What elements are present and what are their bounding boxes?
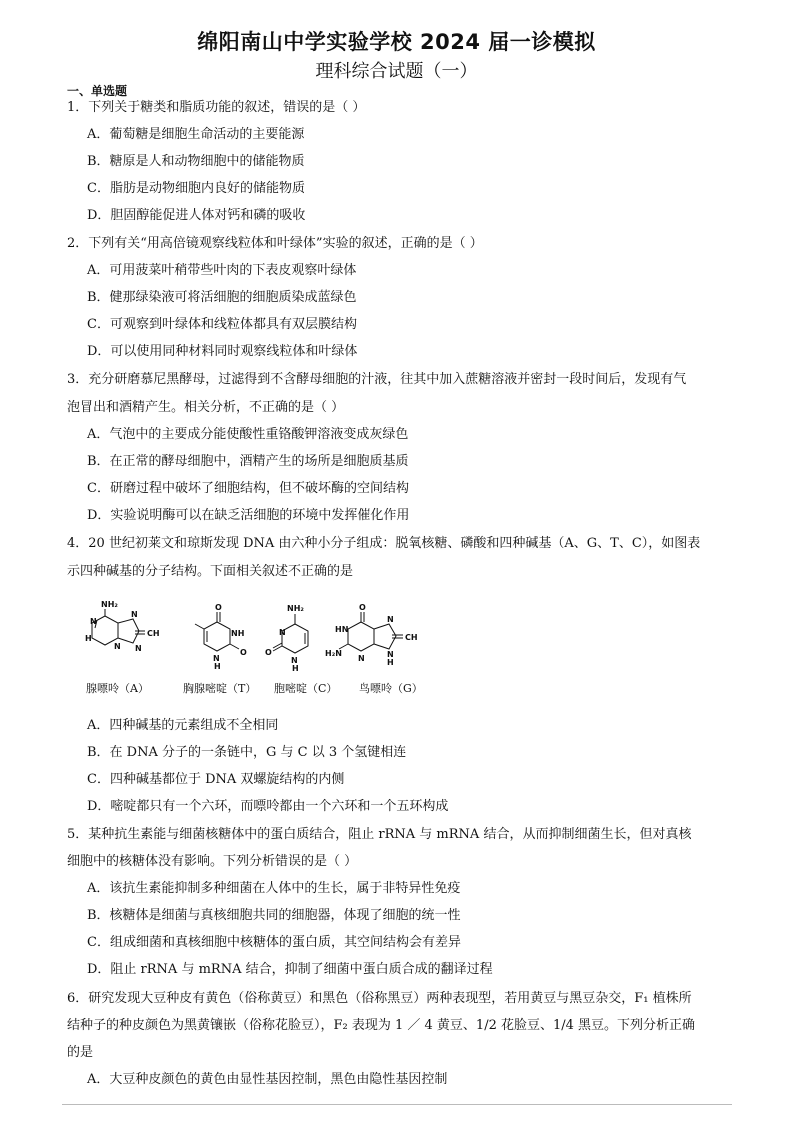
figure-caption-thymine: 胸腺嘧啶（T） [183,682,257,695]
adenine-n3-label: N [131,610,138,619]
question-5-option-c: C．组成细菌和真核细胞中核糖体的蛋白质，其空间结构会有差异 [87,935,461,950]
guanine-n3-label: N [387,650,394,659]
question-4-option-d: D．嘧啶都只有一个六环，而嘌呤都由一个六环和一个五环构成 [87,799,449,814]
figure-caption-guanine: 鸟嘌呤（G） [359,682,423,695]
guanine-n2-label: N [387,615,394,624]
question-1-option-c: C．脂肪是动物细胞内良好的储能物质 [87,181,305,196]
question-6-stem-line-2: 结种子的种皮颜色为黑黄镶嵌（俗称花脸豆），F₂ 表现为 1 ／ 4 黄豆、1/2 花脸豆、1/4 黑豆。下列分析正确 [67,1018,696,1033]
thymine-h-label: H [214,662,221,671]
question-2-stem: 2．下列有关“用高倍镜观察线粒体和叶绿体”实验的叙述，正确的是（ ） [67,236,483,251]
question-2-option-a: A．可用菠菜叶稍带些叶肉的下表皮观察叶绿体 [87,263,357,278]
question-1-option-a: A．葡萄糖是细胞生命活动的主要能源 [87,127,305,142]
thymine-ring [204,622,230,651]
question-3-stem-line-1: 3．充分研磨慕尼黑酵母，过滤得到不含酵母细胞的汁液，往其中加入蔗糖溶液并密封一段时间后，发现有气 [67,372,687,387]
question-3-stem-line-2: 泡冒出和酒精产生。相关分析，不正确的是（ ） [67,400,345,415]
thymine-o2-label: O [240,648,247,657]
question-5-stem-line-1: 5．某种抗生素能与细菌核糖体中的蛋白质结合，阻止 rRNA 与 mRNA 结合，从而抑制细菌生长，但对真核 [67,827,692,842]
question-4-option-b: B．在 DNA 分子的一条链中，G 与 C 以 3 个氢键相连 [87,745,407,760]
question-3-option-d: D．实验说明酶可以在缺乏活细胞的环境中发挥催化作用 [87,508,410,523]
page-bottom-divider [62,1104,732,1105]
cytosine-n2-label: N [291,656,298,665]
adenine-n4-label: N [135,644,142,653]
question-4-option-a: A．四种碱基的元素组成不全相同 [87,718,279,733]
guanine-six-ring [348,622,374,651]
exam-title: 绵阳南山中学实验学校 2024 届一诊模拟 [197,30,596,54]
question-5-option-d: D．阻止 rRNA 与 mRNA 结合，抑制了细菌中蛋白质合成的翻译过程 [87,962,493,977]
question-2-option-c: C．可观察到叶绿体和线粒体都具有双层膜结构 [87,317,357,332]
guanine-hn-label: HN [335,625,349,634]
guanine-ch-label: CH [405,633,418,642]
cytosine-o-label: O [265,648,272,657]
guanine-h2n-label: H₂N [325,649,342,658]
question-5-stem-line-2: 细胞中的核糖体没有影响。下列分析错误的是（ ） [67,854,358,869]
thymine-n-label: N [213,654,220,663]
question-6-stem-line-1: 6．研究发现大豆种皮有黄色（俗称黄豆）和黑色（俗称黑豆）两种表现型，若用黄豆与黑豆杂交，F₁ 植株所 [67,991,692,1006]
question-3-option-b: B．在正常的酵母细胞中，酒精产生的场所是细胞质基质 [87,454,409,469]
adenine-ch-label: CH [147,629,160,638]
section-heading: 一、单选题 [67,84,128,98]
guanine-n-label: N [358,654,365,663]
cytosine-ring [282,624,308,653]
question-4-option-c: C．四种碱基都位于 DNA 双螺旋结构的内侧 [87,772,345,787]
exam-subtitle: 理科综合试题（一） [315,61,478,82]
cytosine-nh2-label: NH₂ [287,604,304,613]
cytosine-h-label: H [292,664,299,673]
question-2-option-b: B．健那绿染液可将活细胞的细胞质染成蓝绿色 [87,290,357,305]
adenine-n2-label: N [114,642,121,651]
question-5-option-a: A．该抗生素能抑制多种细菌在人体中的生长，属于非特异性免疫 [87,881,461,896]
question-3-option-a: A．气泡中的主要成分能使酸性重铬酸钾溶液变成灰绿色 [87,427,409,442]
figure-caption-cytosine: 胞嘧啶（C） [274,682,338,695]
question-6-stem-line-3: 的是 [67,1045,94,1060]
adenine-n-label: N [90,617,97,626]
thymine-nh-label: NH [231,629,245,638]
question-1-option-b: B．糖原是人和动物细胞中的储能物质 [87,154,305,169]
adenine-nh2-label: NH₂ [101,600,118,609]
question-2-option-d: D．可以使用同种材料同时观察线粒体和叶绿体 [87,344,358,359]
figure-caption-adenine: 腺嘌呤（A） [86,682,149,695]
question-5-option-b: B．核糖体是细菌与真核细胞共同的细胞器，体现了细胞的统一性 [87,908,461,923]
question-1-stem: 1．下列关于糖类和脂质功能的叙述，错误的是（ ） [67,100,366,115]
guanine-five-ring [374,624,396,649]
question-1-option-d: D．胆固醇能促进人体对钙和磷的吸收 [87,208,306,223]
question-4-stem-line-1: 4．20 世纪初莱文和琼斯发现 DNA 由六种小分子组成：脱氧核糖、磷酸和四种碱基（A、G、T、C），如图表 [67,536,701,551]
guanine-h-label: H [387,658,394,667]
adenine-h-label: H [85,634,92,643]
question-6-option-a: A．大豆种皮颜色的黄色由显性基因控制，黑色由隐性基因控制 [87,1072,448,1087]
question-3-option-c: C．研磨过程中破坏了细胞结构，但不破坏酶的空间结构 [87,481,409,496]
guanine-o-label: O [359,603,366,612]
thymine-o-label: O [215,603,222,612]
question-4-stem-line-2: 示四种碱基的分子结构。下面相关叙述不正确的是 [67,564,354,579]
cytosine-n-label: N [279,628,286,637]
